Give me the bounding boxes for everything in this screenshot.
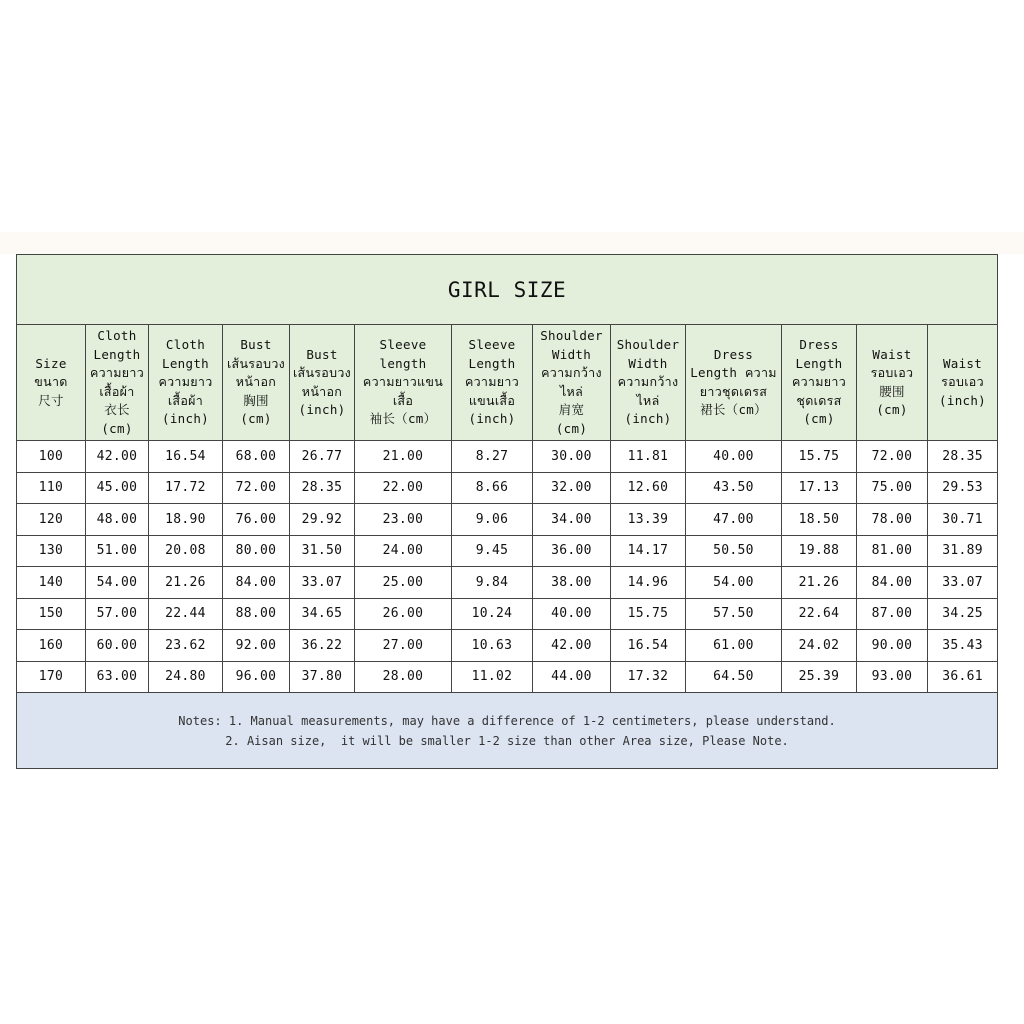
measurement-cell: 60.00 — [86, 630, 149, 662]
measurement-cell: 31.50 — [290, 535, 355, 567]
measurement-cell: 36.00 — [533, 535, 611, 567]
column-header: Sleeve length ความยาวแขน เสื้อ 袖长（cm） — [355, 325, 452, 441]
column-header: Waist รอบเอว (inch) — [928, 325, 998, 441]
measurement-cell: 75.00 — [857, 472, 928, 504]
measurement-cell: 34.25 — [928, 598, 998, 630]
table-body — [17, 441, 998, 693]
measurement-cell: 10.24 — [452, 598, 533, 630]
measurement-cell: 16.54 — [149, 441, 223, 473]
measurement-cell: 40.00 — [533, 598, 611, 630]
table-row — [17, 598, 998, 630]
measurement-cell: 28.35 — [928, 441, 998, 473]
measurement-cell: 28.35 — [290, 472, 355, 504]
measurement-cell: 21.26 — [149, 567, 223, 599]
size-chart-table — [16, 254, 998, 769]
measurement-cell: 29.53 — [928, 472, 998, 504]
size-cell: 130 — [17, 535, 86, 567]
measurement-cell: 21.26 — [782, 567, 857, 599]
measurement-cell: 80.00 — [223, 535, 290, 567]
table-row — [17, 504, 998, 536]
measurement-cell: 40.00 — [686, 441, 782, 473]
measurement-cell: 8.66 — [452, 472, 533, 504]
measurement-cell: 96.00 — [223, 661, 290, 693]
measurement-cell: 93.00 — [857, 661, 928, 693]
measurement-cell: 57.00 — [86, 598, 149, 630]
table-row — [17, 567, 998, 599]
measurement-cell: 92.00 — [223, 630, 290, 662]
measurement-cell: 24.80 — [149, 661, 223, 693]
measurement-cell: 22.00 — [355, 472, 452, 504]
size-cell: 170 — [17, 661, 86, 693]
measurement-cell: 18.50 — [782, 504, 857, 536]
measurement-cell: 11.81 — [611, 441, 686, 473]
measurement-cell: 13.39 — [611, 504, 686, 536]
measurement-cell: 81.00 — [857, 535, 928, 567]
measurement-cell: 11.02 — [452, 661, 533, 693]
measurement-cell: 23.62 — [149, 630, 223, 662]
measurement-cell: 18.90 — [149, 504, 223, 536]
measurement-cell: 24.02 — [782, 630, 857, 662]
table-row — [17, 441, 998, 473]
table-row — [17, 472, 998, 504]
measurement-cell: 9.06 — [452, 504, 533, 536]
measurement-cell: 54.00 — [686, 567, 782, 599]
measurement-cell: 68.00 — [223, 441, 290, 473]
measurement-cell: 17.72 — [149, 472, 223, 504]
measurement-cell: 8.27 — [452, 441, 533, 473]
measurement-cell: 14.96 — [611, 567, 686, 599]
measurement-cell: 31.89 — [928, 535, 998, 567]
measurement-cell: 16.54 — [611, 630, 686, 662]
measurement-cell: 22.64 — [782, 598, 857, 630]
measurement-cell: 37.80 — [290, 661, 355, 693]
column-header: Bust เส้นรอบวง หน้าอก (inch) — [290, 325, 355, 441]
column-header: Dress Length ความ ยาวชุดเดรส 裙长（cm） — [686, 325, 782, 441]
measurement-cell: 64.50 — [686, 661, 782, 693]
measurement-cell: 9.45 — [452, 535, 533, 567]
header-row — [17, 325, 998, 441]
size-cell: 120 — [17, 504, 86, 536]
size-cell: 140 — [17, 567, 86, 599]
measurement-cell: 43.50 — [686, 472, 782, 504]
size-cell: 160 — [17, 630, 86, 662]
size-cell: 150 — [17, 598, 86, 630]
size-cell: 110 — [17, 472, 86, 504]
measurement-cell: 84.00 — [857, 567, 928, 599]
column-header: Shoulder Width ความกว้าง ไหล่ 肩宽 (cm) — [533, 325, 611, 441]
measurement-cell: 25.39 — [782, 661, 857, 693]
table-row — [17, 535, 998, 567]
column-header: Cloth Length ความยาว เสื้อผ้า (inch) — [149, 325, 223, 441]
measurement-cell: 48.00 — [86, 504, 149, 536]
measurement-cell: 14.17 — [611, 535, 686, 567]
measurement-cell: 54.00 — [86, 567, 149, 599]
notes-line-2: 2. Aisan size, it will be smaller 1-2 size than other Area size, Please Note. — [225, 733, 789, 748]
measurement-cell: 20.08 — [149, 535, 223, 567]
column-header: Dress Length ความยาว ชุดเดรส (cm) — [782, 325, 857, 441]
notes-cell — [17, 693, 998, 769]
measurement-cell: 33.07 — [928, 567, 998, 599]
measurement-cell: 34.65 — [290, 598, 355, 630]
measurement-cell: 9.84 — [452, 567, 533, 599]
measurement-cell: 90.00 — [857, 630, 928, 662]
measurement-cell: 29.92 — [290, 504, 355, 536]
measurement-cell: 72.00 — [223, 472, 290, 504]
measurement-cell: 34.00 — [533, 504, 611, 536]
measurement-cell: 10.63 — [452, 630, 533, 662]
measurement-cell: 15.75 — [611, 598, 686, 630]
measurement-cell: 27.00 — [355, 630, 452, 662]
measurement-cell: 25.00 — [355, 567, 452, 599]
column-header: Bust เส้นรอบวง หน้าอก 胸围 (cm) — [223, 325, 290, 441]
measurement-cell: 51.00 — [86, 535, 149, 567]
measurement-cell: 42.00 — [86, 441, 149, 473]
measurement-cell: 24.00 — [355, 535, 452, 567]
measurement-cell: 63.00 — [86, 661, 149, 693]
measurement-cell: 30.00 — [533, 441, 611, 473]
column-header: Size ขนาด 尺寸 — [17, 325, 86, 441]
measurement-cell: 26.77 — [290, 441, 355, 473]
measurement-cell: 32.00 — [533, 472, 611, 504]
measurement-cell: 28.00 — [355, 661, 452, 693]
measurement-cell: 23.00 — [355, 504, 452, 536]
column-header: Sleeve Length ความยาว แขนเสื้อ (inch) — [452, 325, 533, 441]
measurement-cell: 45.00 — [86, 472, 149, 504]
table-title: GIRL SIZE — [17, 255, 998, 325]
notes-line-1: Notes: 1. Manual measurements, may have a difference of 1-2 centimeters, please understand. — [178, 713, 836, 728]
measurement-cell: 76.00 — [223, 504, 290, 536]
top-background-band — [0, 232, 1024, 254]
measurement-cell: 33.07 — [290, 567, 355, 599]
measurement-cell: 22.44 — [149, 598, 223, 630]
measurement-cell: 44.00 — [533, 661, 611, 693]
measurement-cell: 36.22 — [290, 630, 355, 662]
measurement-cell: 35.43 — [928, 630, 998, 662]
measurement-cell: 84.00 — [223, 567, 290, 599]
table-row — [17, 630, 998, 662]
column-header: Shoulder Width ความกว้าง ไหล่ (inch) — [611, 325, 686, 441]
measurement-cell: 61.00 — [686, 630, 782, 662]
measurement-cell: 47.00 — [686, 504, 782, 536]
measurement-cell: 38.00 — [533, 567, 611, 599]
measurement-cell: 12.60 — [611, 472, 686, 504]
measurement-cell: 26.00 — [355, 598, 452, 630]
measurement-cell: 57.50 — [686, 598, 782, 630]
measurement-cell: 17.13 — [782, 472, 857, 504]
measurement-cell: 88.00 — [223, 598, 290, 630]
measurement-cell: 87.00 — [857, 598, 928, 630]
measurement-cell: 36.61 — [928, 661, 998, 693]
measurement-cell: 15.75 — [782, 441, 857, 473]
table-row — [17, 661, 998, 693]
measurement-cell: 17.32 — [611, 661, 686, 693]
measurement-cell: 21.00 — [355, 441, 452, 473]
measurement-cell: 78.00 — [857, 504, 928, 536]
measurement-cell: 72.00 — [857, 441, 928, 473]
column-header: Waist รอบเอว 腰围 (cm) — [857, 325, 928, 441]
measurement-cell: 50.50 — [686, 535, 782, 567]
measurement-cell: 30.71 — [928, 504, 998, 536]
column-header: Cloth Length ความยาว เสื้อผ้า 衣长 (cm) — [86, 325, 149, 441]
size-cell: 100 — [17, 441, 86, 473]
measurement-cell: 42.00 — [533, 630, 611, 662]
measurement-cell: 19.88 — [782, 535, 857, 567]
